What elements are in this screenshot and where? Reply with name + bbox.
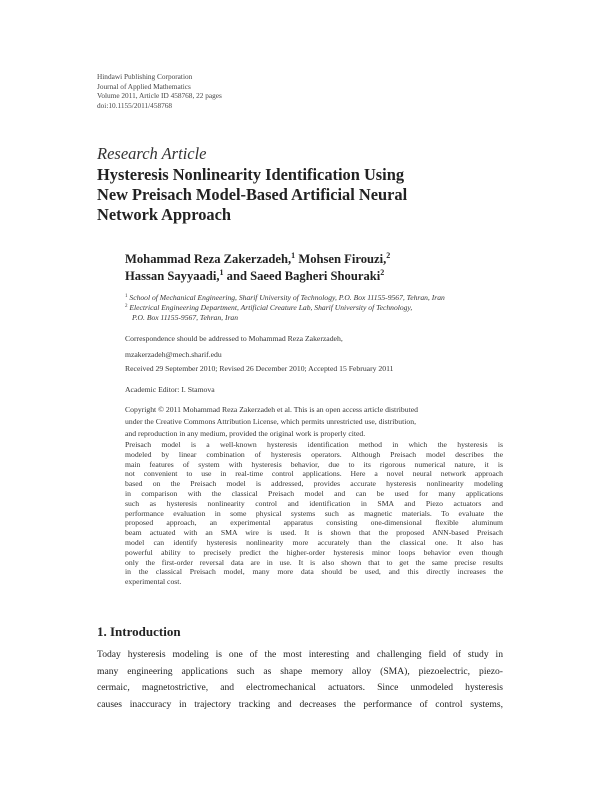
- copyright-line: and reproduction in any medium, provided the original work is properly cited.: [125, 428, 366, 438]
- author-list: [125, 251, 545, 285]
- abstract-line: not convenient to use in real-time control applications. Here a novel neural network approach: [125, 469, 503, 479]
- copyright-line: Copyright © 2011 Mohammad Reza Zakerzadeh et al. This is an open access article distributed: [125, 405, 418, 414]
- journal-line: Journal of Applied Mathematics: [97, 81, 191, 91]
- abstract-line: main features of system with hysteresis behavior, due to its rigorous numerical nature, it is: [125, 459, 503, 469]
- affiliation-sup: 2: [125, 303, 128, 309]
- copyright-line: under the Creative Commons Attribution License, which permits unrestricted use, distribution,: [125, 416, 417, 426]
- abstract-line: only the first-order reversal data are in use. It is also shown that to get the same precise results: [125, 557, 503, 567]
- publisher-info: [97, 72, 397, 110]
- abstract-line: powerful ability to precisely predict the higher-order hysteresis minor loops behavior even though: [125, 547, 503, 557]
- title-line: New Preisach Model-Based Artificial Neural: [97, 185, 408, 204]
- title-line: Hysteresis Nonlinearity Identification Using: [97, 165, 405, 184]
- section-heading: 1. Introduction: [97, 624, 181, 639]
- section-body: [97, 647, 503, 713]
- abstract-line: performance evaluation in some physical systems such as magnetic materials. To evaluate the: [125, 508, 503, 518]
- volume-line: Volume 2011, Article ID 458768, 22 pages: [97, 91, 222, 101]
- affiliation-2: Electrical Engineering Department, Artificial Creature Lab, Sharif University of Technology,: [129, 302, 413, 312]
- abstract-line: such as hysteresis nonlinearity control and identification in SMA and Piezo actuators and: [125, 498, 503, 508]
- abstract-line: in the classical Preisach model, many more data should be used, and this directly increases the: [125, 567, 503, 577]
- abstract-line: proposed approach, an experimental apparatus consisting one-dimensional flexible aluminum: [125, 518, 503, 528]
- title-line: Network Approach: [97, 205, 232, 224]
- author-affil-sup: 2: [380, 268, 385, 277]
- publisher-line: Hindawi Publishing Corporation: [97, 72, 193, 81]
- abstract-line: modeled by linear combination of hysteresis operators. Although Preisach model describes the: [125, 449, 503, 459]
- author-name: and Saeed Bagheri Shouraki: [226, 269, 381, 283]
- author-affil-sup: 2: [386, 251, 391, 260]
- affiliation-2-continued: P.O. Box 11155-9567, Tehran, Iran: [132, 312, 239, 322]
- correspondence-line: Correspondence should be addressed to Mohammad Reza Zakerzadeh,: [125, 334, 343, 343]
- academic-editor: Academic Editor: I. Stamova: [125, 385, 215, 394]
- affiliations: [125, 293, 525, 322]
- body-line: many engineering applications such as shape memory alloy (SMA), piezoelectric, piezo-: [97, 665, 503, 677]
- copyright: [125, 404, 525, 439]
- author-affil-sup: 1: [219, 268, 224, 277]
- doi-line: doi:10.1155/2011/458768: [97, 100, 173, 110]
- correspondence: [125, 333, 525, 361]
- affiliation-sup: 1: [125, 294, 128, 299]
- affiliation-1: School of Mechanical Engineering, Sharif University of Technology, P.O. Box 11155-9567, Tehran, Iran: [129, 293, 445, 302]
- author-name: Mohammad Reza Zakerzadeh,: [125, 252, 292, 266]
- body-line: Today hysteresis modeling is one of the most interesting and challenging field of study in: [97, 649, 503, 660]
- received-dates: Received 29 September 2010; Revised 26 December 2010; Accepted 15 February 2011: [125, 364, 394, 373]
- paper-title: [97, 165, 517, 225]
- abstract-line: in comparison with the classical Preisach model and can be used for many applications: [125, 488, 503, 498]
- correspondence-email[interactable]: mzakerzadeh@mech.sharif.edu: [125, 350, 222, 359]
- abstract-line: model can identify hysteresis nonlinearity more accurately than the classical one. It also has: [125, 537, 503, 547]
- abstract-line: experimental cost.: [125, 577, 182, 587]
- abstract-line: based on the Preisach model is addressed, provides accurate hysteresis nonlinearity modeling: [125, 479, 503, 489]
- author-name: Mohsen Firouzi,: [298, 252, 387, 266]
- body-line: causes inaccuracy in trajectory tracking and decreases the performance of control systems,: [97, 698, 503, 710]
- abstract: [125, 440, 503, 587]
- abstract-line: Preisach model is a well-known hysteresis identification method in which the hysteresis is: [125, 440, 503, 449]
- author-affil-sup: 1: [291, 251, 296, 260]
- body-line: cermaic, magnetostrictive, and electromechanical actuators. Since unmodeled hysteresis: [97, 682, 503, 694]
- abstract-line: beam actuated with an SMA wire is used. It is shown that the proposed ANN-based Preisach: [125, 528, 503, 538]
- author-name: Hassan Sayyaadi,: [125, 269, 220, 283]
- article-type: Research Article: [97, 144, 207, 163]
